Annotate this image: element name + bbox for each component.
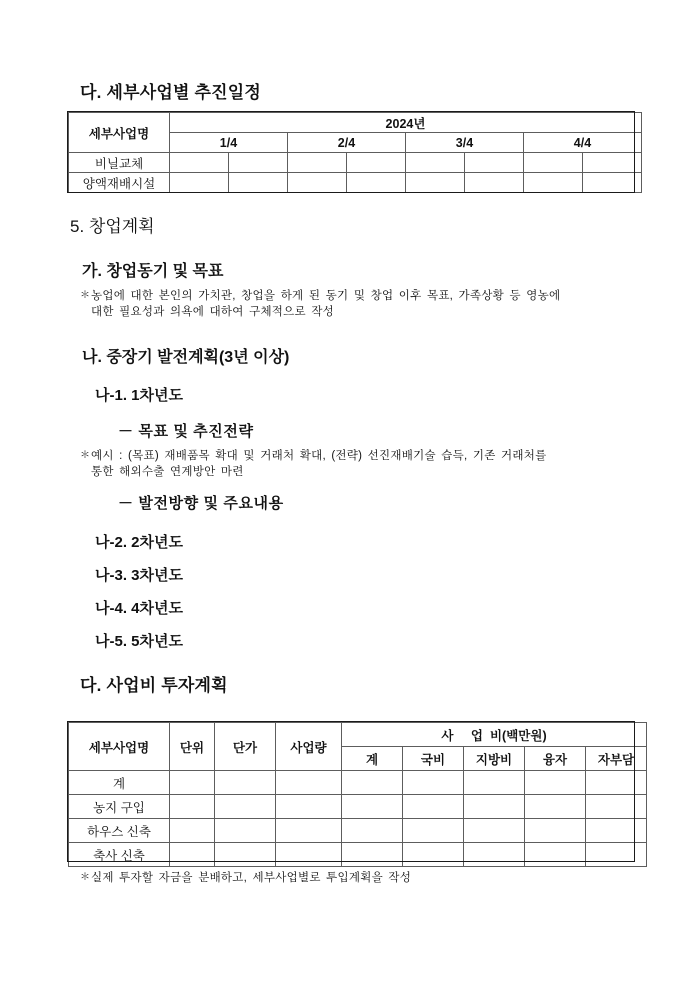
ga-note-line-2: 대한 필요성과 의욕에 대하여 구체적으로 작성	[91, 306, 335, 318]
budget-cell[interactable]	[215, 771, 276, 795]
budget-row-label-2: 하우스 신축	[69, 819, 170, 843]
budget-row-label-0: 계	[69, 771, 170, 795]
schedule-row-label-1: 양액재배시설	[69, 173, 170, 193]
section-5-heading: 5. 창업계획	[70, 217, 155, 236]
schedule-cell[interactable]	[347, 173, 406, 193]
na-3-heading: 나-3. 3차년도	[95, 567, 183, 584]
budget-table	[68, 722, 647, 867]
budget-cell[interactable]	[464, 843, 525, 867]
budget-cell[interactable]	[170, 843, 215, 867]
na-1-note-line-1: 예시 : (목표) 재배품목 확대 및 거래처 확대, (전략) 선진재배기술 습득, 기존 거래처를	[91, 450, 547, 462]
na-1-direction-heading: － 발전방향 및 주요내용	[118, 495, 284, 512]
ga-note	[80, 288, 620, 320]
schedule-cell[interactable]	[524, 153, 583, 173]
na-5-heading: 나-5. 5차년도	[95, 633, 183, 650]
schedule-table	[68, 112, 642, 193]
budget-row-label-1: 농지 구입	[69, 795, 170, 819]
budget-cell[interactable]	[342, 795, 403, 819]
schedule-heading: 다. 세부사업별 추진일정	[80, 83, 261, 102]
budget-cell[interactable]	[276, 771, 342, 795]
schedule-cell[interactable]	[347, 153, 406, 173]
schedule-cell[interactable]	[465, 173, 524, 193]
schedule-cell[interactable]	[170, 173, 229, 193]
schedule-cell[interactable]	[583, 173, 642, 193]
budget-cell[interactable]	[170, 819, 215, 843]
schedule-quarter-2: 2/4	[288, 133, 406, 153]
table-row	[69, 153, 642, 173]
budget-col-national: 국비	[403, 747, 464, 771]
budget-cell[interactable]	[215, 819, 276, 843]
schedule-quarter-1: 1/4	[170, 133, 288, 153]
na-4-heading: 나-4. 4차년도	[95, 600, 183, 617]
schedule-table-header-row	[69, 113, 642, 133]
budget-cell[interactable]	[403, 819, 464, 843]
schedule-cell[interactable]	[229, 153, 288, 173]
subsection-ga-heading: 가. 창업동기 및 목표	[82, 263, 224, 280]
budget-cell[interactable]	[170, 771, 215, 795]
schedule-cell[interactable]	[288, 173, 347, 193]
budget-cell[interactable]	[525, 819, 586, 843]
bullet-asterisk-icon: ＊	[80, 872, 91, 883]
bullet-asterisk-icon: ＊	[80, 290, 91, 301]
schedule-cell[interactable]	[170, 153, 229, 173]
table-row	[69, 771, 647, 795]
budget-col-name: 세부사업명	[69, 723, 170, 771]
schedule-cell[interactable]	[288, 153, 347, 173]
schedule-cell[interactable]	[406, 173, 465, 193]
budget-heading: 다. 사업비 투자계획	[80, 676, 228, 695]
schedule-row-label-0: 비닐교체	[69, 153, 170, 173]
budget-cell[interactable]	[276, 843, 342, 867]
budget-cell[interactable]	[276, 795, 342, 819]
budget-cell[interactable]	[403, 771, 464, 795]
schedule-quarter-4: 4/4	[524, 133, 642, 153]
budget-cell[interactable]	[586, 771, 647, 795]
budget-note-text: 실제 투자할 자금을 분배하고, 세부사업별로 투입계획을 작성	[91, 872, 412, 884]
na-2-heading: 나-2. 2차년도	[95, 534, 183, 551]
ga-note-line-1: 농업에 대한 본인의 가치관, 창업을 하게 된 동기 및 창업 이후 목표, 가족상황 등 영농에	[91, 290, 561, 302]
budget-col-local: 지방비	[464, 747, 525, 771]
budget-cell[interactable]	[215, 843, 276, 867]
table-row	[69, 173, 642, 193]
budget-cost-group-prefix: 사 업	[441, 728, 490, 743]
bullet-asterisk-icon: ＊	[80, 450, 91, 461]
budget-cell[interactable]	[464, 771, 525, 795]
budget-cell[interactable]	[525, 771, 586, 795]
budget-cell[interactable]	[403, 843, 464, 867]
budget-cell[interactable]	[342, 843, 403, 867]
budget-cell[interactable]	[586, 843, 647, 867]
budget-col-total: 계	[342, 747, 403, 771]
table-row	[69, 843, 647, 867]
budget-cell[interactable]	[464, 819, 525, 843]
schedule-quarter-3: 3/4	[406, 133, 524, 153]
na-1-note-line-2: 통한 해외수출 연계방안 마련	[91, 466, 244, 478]
budget-col-price: 단가	[215, 723, 276, 771]
na-1-heading: 나-1. 1차년도	[95, 387, 183, 404]
budget-table-header-row	[69, 723, 647, 747]
budget-cell[interactable]	[342, 819, 403, 843]
budget-cell[interactable]	[586, 819, 647, 843]
budget-cell[interactable]	[586, 795, 647, 819]
budget-col-loan: 융자	[525, 747, 586, 771]
budget-cell[interactable]	[464, 795, 525, 819]
budget-cell[interactable]	[403, 795, 464, 819]
budget-cell[interactable]	[215, 795, 276, 819]
schedule-cell[interactable]	[524, 173, 583, 193]
budget-row-label-3: 축사 신축	[69, 843, 170, 867]
subsection-na-heading: 나. 중장기 발전계획(3년 이상)	[82, 349, 290, 366]
table-row	[69, 795, 647, 819]
budget-cell[interactable]	[170, 795, 215, 819]
budget-col-unit: 단위	[170, 723, 215, 771]
schedule-year-header: 2024년	[170, 113, 642, 133]
budget-cost-group-header	[342, 723, 647, 747]
schedule-cell[interactable]	[229, 173, 288, 193]
budget-col-quantity: 사업량	[276, 723, 342, 771]
budget-cost-group-suffix: 비(백만원)	[489, 728, 547, 743]
budget-note	[80, 870, 620, 886]
budget-cell[interactable]	[276, 819, 342, 843]
schedule-cell[interactable]	[583, 153, 642, 173]
schedule-cell[interactable]	[465, 153, 524, 173]
na-1-goal-heading: － 목표 및 추진전략	[118, 423, 254, 440]
budget-cell[interactable]	[342, 771, 403, 795]
budget-col-self: 자부담	[586, 747, 647, 771]
budget-cell[interactable]	[525, 795, 586, 819]
schedule-col-name: 세부사업명	[69, 113, 170, 153]
budget-cell[interactable]	[525, 843, 586, 867]
na-1-note	[80, 448, 628, 480]
schedule-cell[interactable]	[406, 153, 465, 173]
table-row	[69, 819, 647, 843]
